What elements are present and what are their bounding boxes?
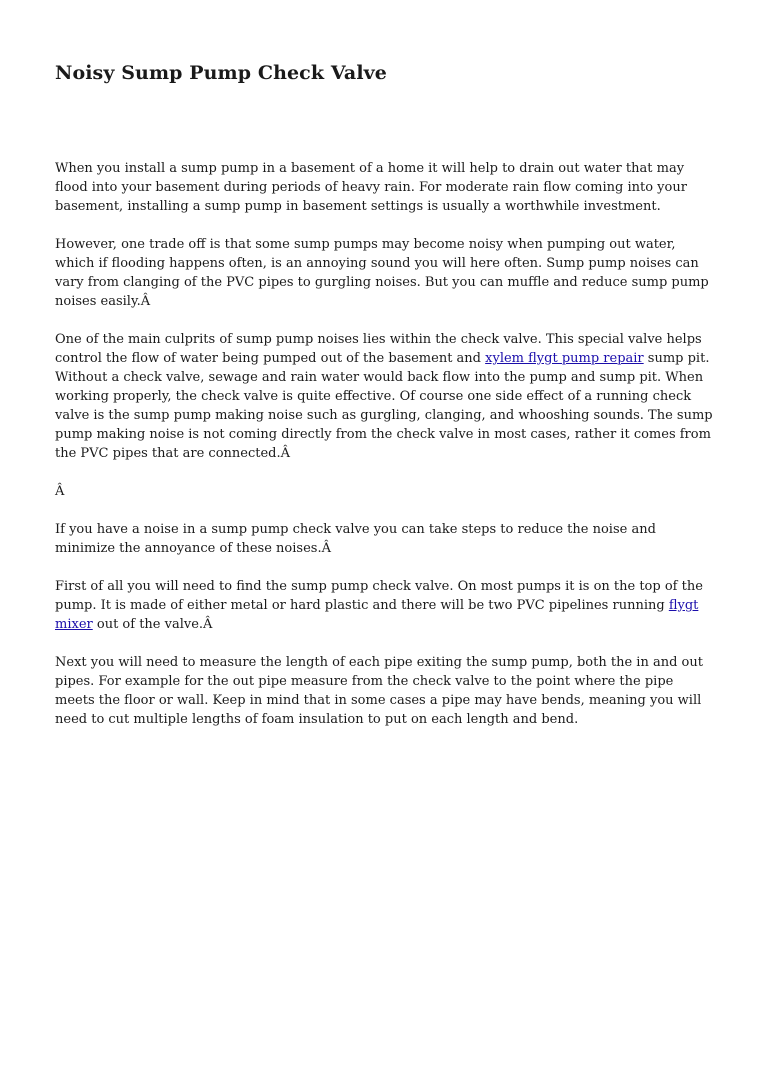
paragraph-noise: However, one trade off is that some sump pumps may become noisy when pumping out water, which if flooding happens often, is an annoying sound you will here often. Sump pump noises can vary from clanging of the PVC pipes to gurgling noises. But you can muffle and reduce sump pump noises easily.Â xyxy=(55,237,709,309)
page-title: Noisy Sump Pump Check Valve xyxy=(55,62,387,84)
paragraph-check-valve-text-end: sump pit. Without a check valve, sewage and rain water would back flow into the pump and sump pit. When working properly, the check valve is quite effective. Of course one side effect of a running check valve is the sump pump making noise such as gurgling, clanging, and whooshing sounds. The sump pump making noise is not coming directly from the check valve in most cases, rather it comes from the PVC pipes that are connected.Â xyxy=(55,351,713,461)
flygt-mixer-link[interactable]: flygt mixer xyxy=(55,598,699,632)
paragraph-empty: Â xyxy=(55,484,65,499)
paragraph-reduce-noise: If you have a noise in a sump pump check valve you can take steps to reduce the noise and minimize the annoyance of these noises.Â xyxy=(55,522,656,556)
paragraph-intro: When you install a sump pump in a basement of a home it will help to drain out water that may flood into your basement during periods of heavy rain. For moderate rain flow coming into your basement, installing a sump pump in basement settings is usually a worthwhile investment. xyxy=(55,161,687,214)
paragraph-measure-pipe: Next you will need to measure the length of each pipe exiting the sump pump, both the in and out pipes. For example for the out pipe measure from the check valve to the point where the pipe meets the floor or wall. Keep in mind that in some cases a pipe may have bends, meaning you will need to cut multiple lengths of foam insulation to put on each length and bend. xyxy=(55,655,703,727)
paragraph-find-valve-text-end: out of the valve.Â xyxy=(92,617,213,632)
article-body xyxy=(55,159,715,729)
paragraph-check-valve-text-start: One of the main culprits of sump pump noises lies within the check valve. This special valve helps control the flow of water being pumped out of the basement and xyxy=(55,332,702,366)
paragraph-check-valve xyxy=(55,330,715,463)
paragraph-find-valve-text-start: First of all you will need to find the sump pump check valve. On most pumps it is on the top of the pump. It is made of either metal or hard plastic and there will be two PVC pipelines running xyxy=(55,579,703,613)
xylem-flygt-pump-repair-link[interactable]: xylem flygt pump repair xyxy=(485,351,644,366)
paragraph-find-valve xyxy=(55,577,715,634)
